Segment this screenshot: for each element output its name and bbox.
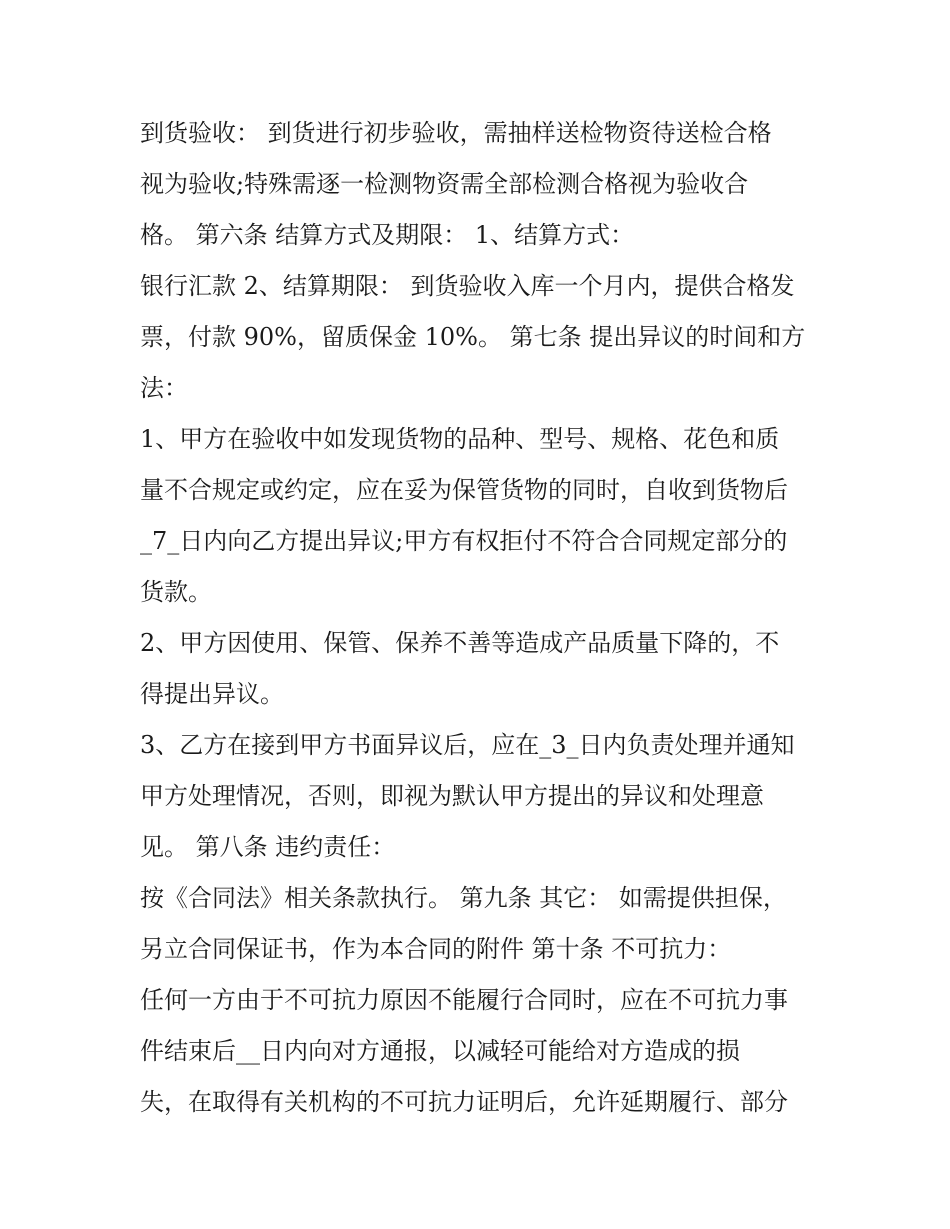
text-line: 见。 第八条 违约责任：	[140, 833, 396, 861]
text-line: 失，在取得有关机构的不可抗力证明后，允许延期履行、部分	[140, 1088, 788, 1116]
text-line: _7_日内向乙方提出异议;甲方有权拒付不符合合同规定部分的	[140, 527, 788, 555]
text-line: 另立合同保证书，作为本合同的附件 第十条 不可抗力：	[140, 935, 732, 963]
text-line: 票，付款 90%，留质保金 10%。 第七条 提出异议的时间和方	[140, 323, 806, 351]
text-line: 件结束后__日内向对方通报，以减轻可能给对方造成的损	[140, 1037, 740, 1065]
text-line: 视为验收;特殊需逐一检测物资需全部检测合格视为验收合	[140, 170, 749, 198]
text-line: 得提出异议。	[140, 680, 284, 708]
text-line: 货款。	[140, 578, 212, 606]
text-line: 量不合规定或约定，应在妥为保管货物的同时，自收到货物后	[140, 476, 788, 504]
contract-text	[140, 108, 830, 1128]
text-line: 2、甲方因使用、保管、保养不善等造成产品质量下降的，不	[140, 629, 780, 657]
text-line: 到货验收： 到货进行初步验收，需抽样送检物资待送检合格	[140, 119, 772, 147]
text-line: 甲方处理情况，否则，即视为默认甲方提出的异议和处理意	[140, 782, 764, 810]
text-line: 3、乙方在接到甲方书面异议后，应在_3_日内负责处理并通知	[140, 731, 795, 759]
text-line: 格。 第六条 结算方式及期限： 1、结算方式：	[140, 221, 635, 249]
text-line: 银行汇款 2、结算期限： 到货验收入库一个月内，提供合格发	[140, 272, 795, 300]
text-line: 任何一方由于不可抗力原因不能履行合同时，应在不可抗力事	[140, 986, 788, 1014]
text-line: 按《合同法》相关条款执行。 第九条 其它： 如需提供担保，	[140, 884, 787, 912]
text-line: 法：	[140, 374, 188, 402]
text-line: 1、甲方在验收中如发现货物的品种、型号、规格、花色和质	[140, 425, 780, 453]
